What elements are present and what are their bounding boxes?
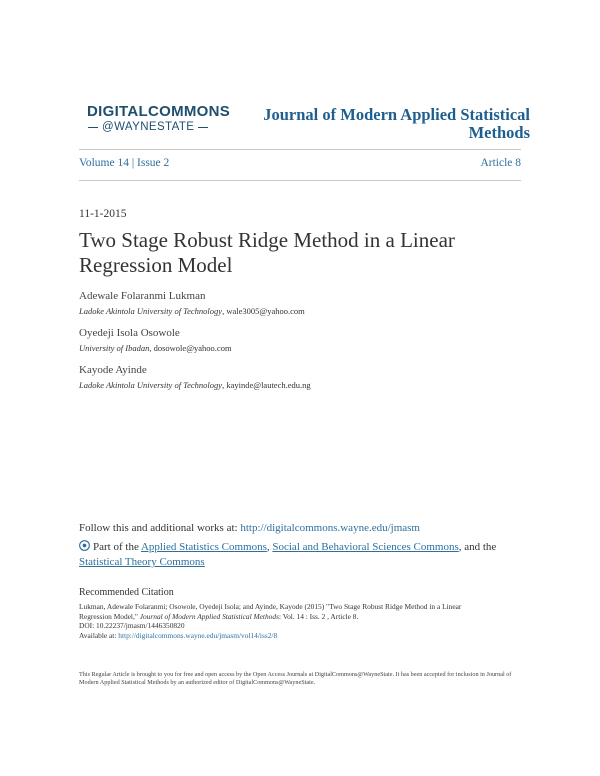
author-affiliation-3 bbox=[79, 380, 311, 390]
citation-doi: DOI: 10.22237/jmasm/1446350820 bbox=[79, 621, 185, 631]
author-email-3: , kayinde@lautech.edu.ng bbox=[222, 380, 311, 390]
follow-text: Follow this and additional works at: bbox=[79, 522, 241, 534]
network-icon bbox=[79, 540, 90, 551]
logo-rule-left bbox=[88, 127, 98, 128]
applied-statistics-commons-link[interactable]: Applied Statistics Commons bbox=[140, 541, 267, 553]
author-email-2: , dosowole@yahoo.com bbox=[149, 343, 232, 353]
digitalcommons-logo[interactable]: DIGITALCOMMONS bbox=[87, 103, 231, 120]
statistical-theory-commons-link[interactable]: Statistical Theory Commons bbox=[79, 556, 205, 568]
article-number[interactable]: Article 8 bbox=[480, 157, 521, 169]
author-name-3: Kayode Ayinde bbox=[79, 364, 147, 376]
available-prefix: Available at: bbox=[79, 630, 119, 640]
author-affiliation-1 bbox=[79, 306, 305, 316]
logo-subtitle-text: @WAYNESTATE bbox=[102, 121, 195, 133]
logo-rule-right bbox=[198, 127, 208, 128]
recommended-citation-heading: Recommended Citation bbox=[79, 587, 174, 598]
part-of-line bbox=[79, 540, 529, 570]
author-institution-3: Ladoke Akintola University of Technology bbox=[79, 380, 223, 390]
publication-date: 11-1-2015 bbox=[79, 208, 127, 220]
article-url-link[interactable]: http://digitalcommons.wayne.edu/jmasm/vol14/iss2/8 bbox=[118, 630, 278, 640]
jmasm-link[interactable]: http://digitalcommons.wayne.edu/jmasm bbox=[240, 522, 420, 534]
citation-body bbox=[79, 602, 529, 640]
part-of-and: , and the bbox=[458, 541, 497, 553]
citation-line-2-start: Regression Model," bbox=[79, 611, 140, 621]
part-of-prefix: Part of the bbox=[93, 541, 141, 553]
author-institution-1: Ladoke Akintola University of Technology bbox=[79, 306, 223, 316]
article-title: Two Stage Robust Ridge Method in a Linear Regression Model bbox=[79, 228, 455, 277]
author-email-1: , wale3005@yahoo.com bbox=[222, 306, 305, 316]
issue-divider bbox=[79, 180, 521, 181]
issue-text[interactable]: Issue 2 bbox=[137, 157, 170, 169]
volume-issue-link[interactable] bbox=[79, 157, 169, 169]
author-name-1: Adewale Folaranmi Lukman bbox=[79, 290, 206, 302]
citation-available bbox=[79, 631, 529, 641]
volume-text[interactable]: Volume 14 bbox=[79, 157, 129, 169]
part-of-sep: , bbox=[266, 541, 273, 553]
citation-journal: Journal of Modern Applied Statistical Methods bbox=[139, 611, 279, 621]
citation-line-2-end: : Vol. 14 : Iss. 2 , Article 8. bbox=[278, 611, 359, 621]
author-institution-2: University of Ibadan bbox=[79, 343, 150, 353]
follow-line bbox=[79, 522, 420, 534]
citation-line-1: Lukman, Adewale Folaranmi; Osowole, Oyedeji Isola; and Ayinde, Kayode (2015) "Two Stage Robust Ridge Method in a Linear bbox=[79, 602, 462, 611]
citation-line-2 bbox=[79, 612, 529, 622]
volume-separator: | bbox=[128, 157, 138, 169]
author-name-2: Oyedeji Isola Osowole bbox=[79, 327, 180, 339]
header-divider bbox=[79, 149, 521, 150]
waynestate-logo-subtitle bbox=[88, 121, 208, 133]
social-behavioral-sciences-commons-link[interactable]: Social and Behavioral Sciences Commons bbox=[272, 541, 459, 553]
journal-title[interactable]: Journal of Modern Applied Statistical Methods bbox=[263, 105, 530, 142]
author-affiliation-2 bbox=[79, 343, 232, 353]
footer-notice: This Regular Article is brought to you for free and open access by the Open Access Journals at DigitalCommons@WayneState. It has been accepted for inclusion in Journal of Modern Applied Statistical Methods by an authorized editor of DigitalCommons@WayneState. bbox=[79, 671, 512, 687]
